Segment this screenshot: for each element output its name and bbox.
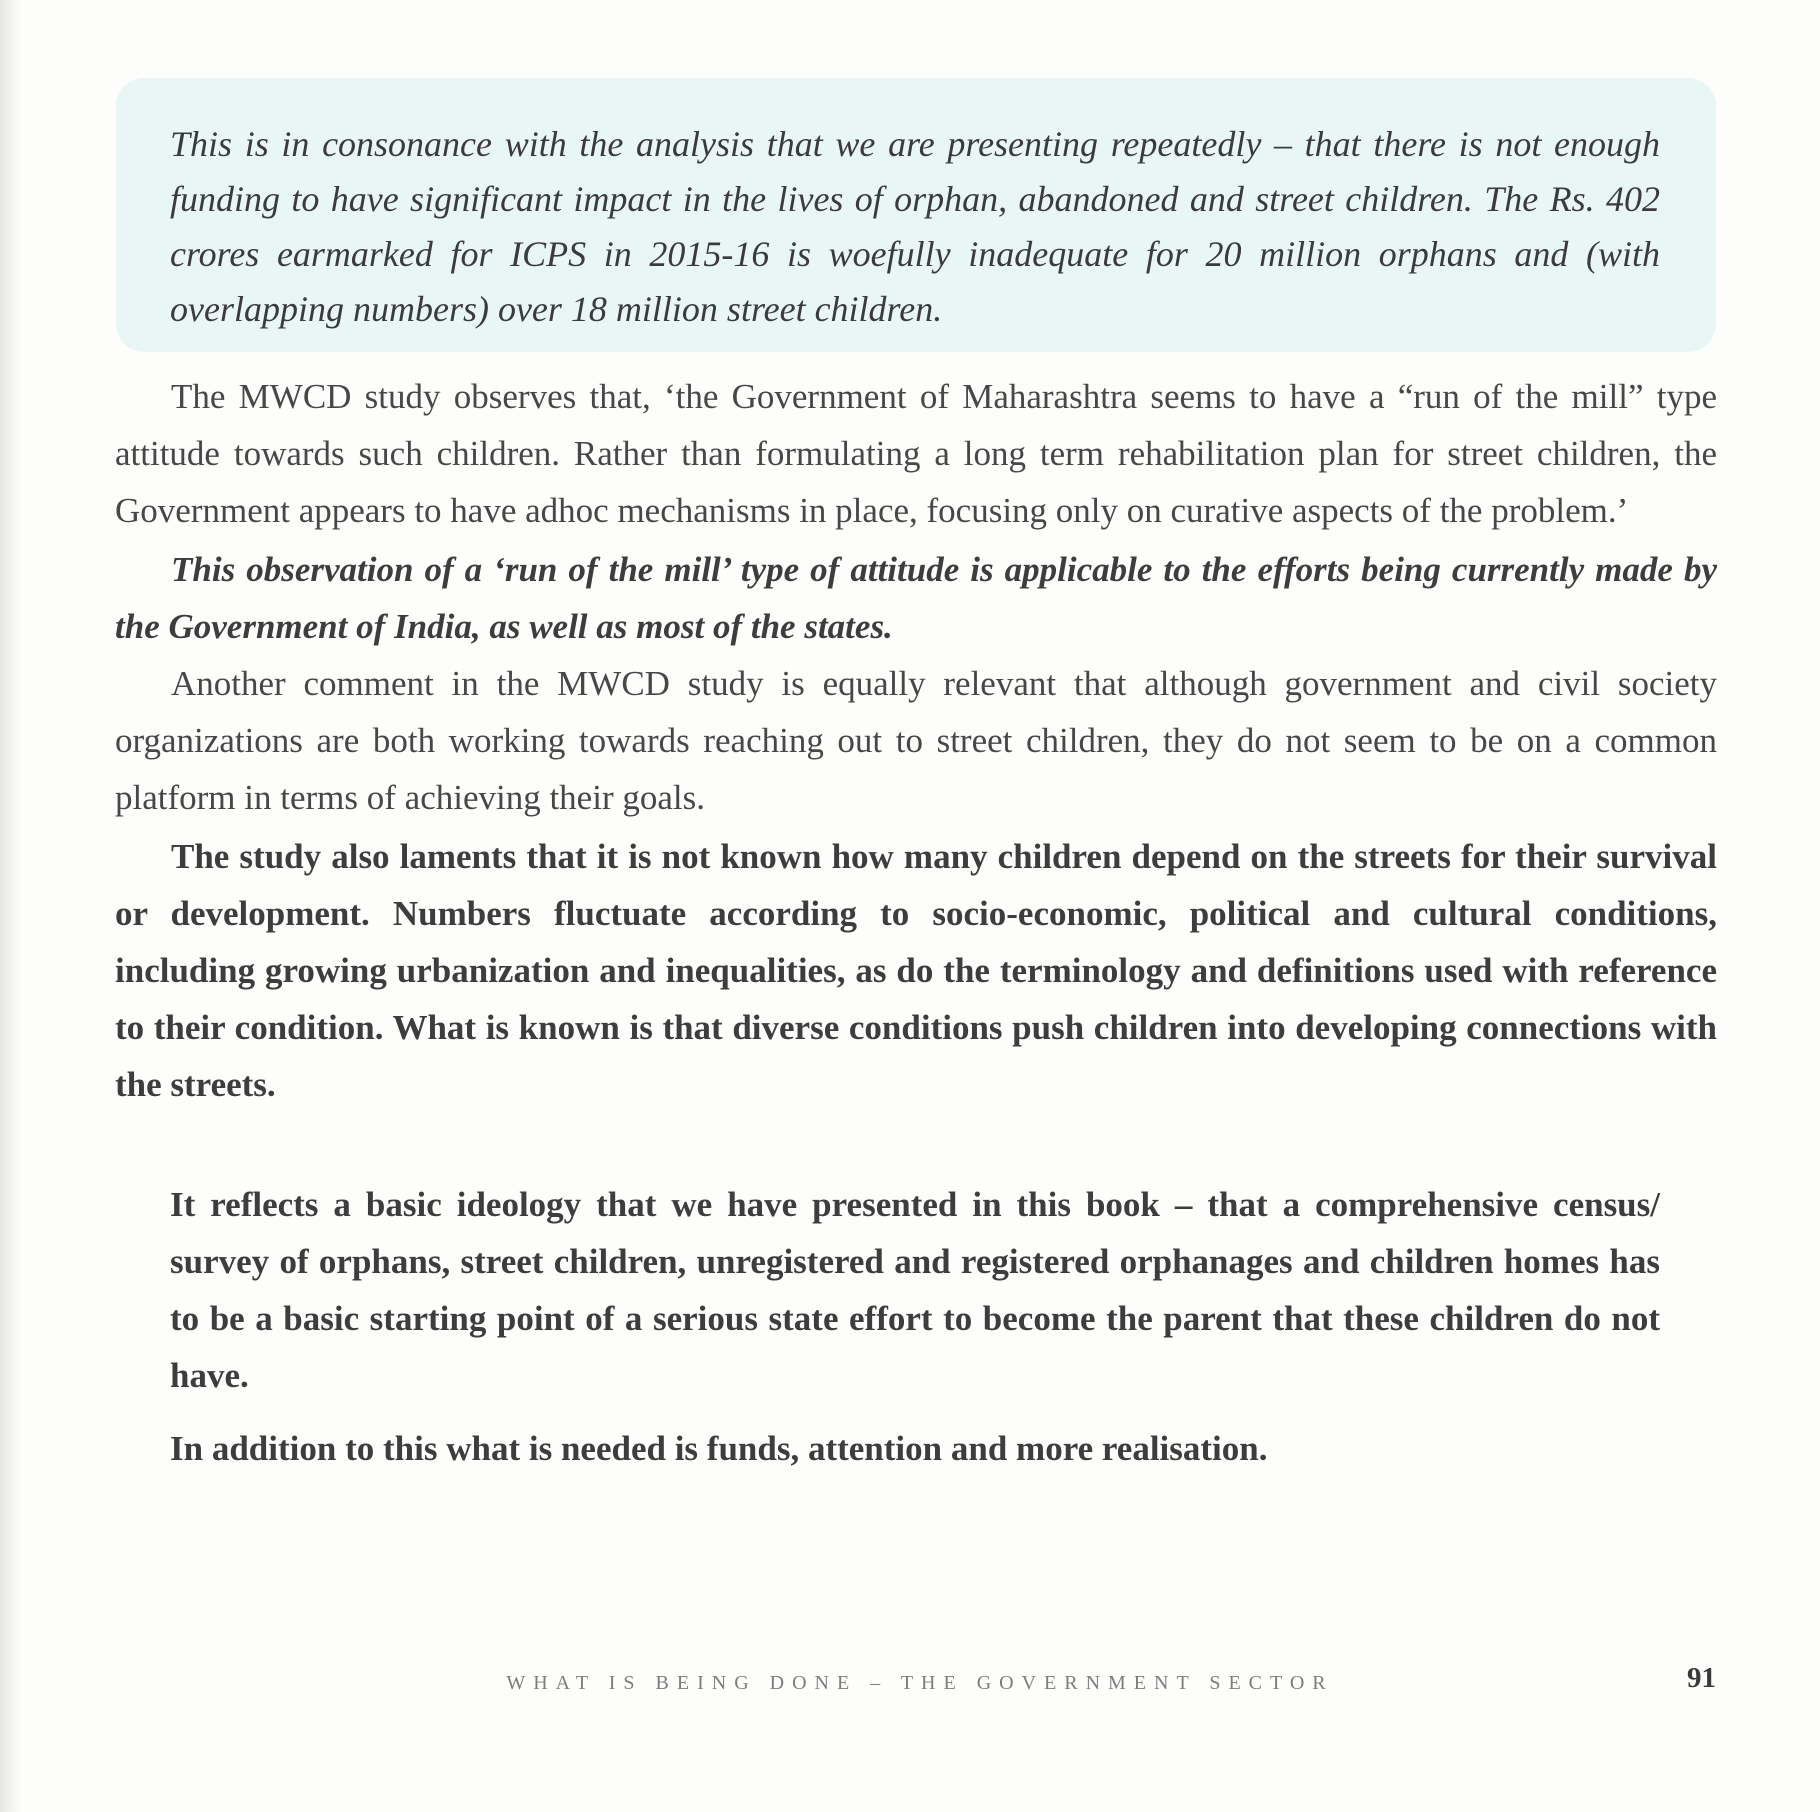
body-paragraph-common-platform: Another comment in the MWCD study is equally relevant that although government and civil society organizations are both working towards reaching out to street children, they do not seem to be on a common platform in terms of achieving their goals.: [115, 664, 1717, 817]
indented-paragraph-ideology: It reflects a basic ideology that we have presented in this book – that a comprehensive census/ survey of orphans, street children, unregistered and registered orphanages and children homes has to be a basic starting point of a serious state effort to become the parent that these children do not have.: [170, 1185, 1660, 1395]
body-text: [115, 368, 1717, 1113]
body-paragraph-emphasis: This observation of a ‘run of the mill’ type of attitude is applicable to the efforts being currently made by the Government of India, as well as most of the states.: [115, 550, 1717, 646]
body-paragraph-mwcd-observation: The MWCD study observes that, ‘the Government of Maharashtra seems to have a “run of the mill” type attitude towards such children. Rather than formulating a long term rehabilitation plan for street children, the Government appears to have adhoc mechanisms in place, focusing only on curative aspects of the problem.’: [115, 377, 1717, 530]
page-edge-shadow: [0, 0, 22, 1812]
running-footer-title: WHAT IS BEING DONE – THE GOVERNMENT SECTOR: [506, 1672, 1334, 1694]
indented-paragraph-addition: In addition to this what is needed is funds, attention and more realisation.: [170, 1429, 1268, 1468]
indented-conclusion: [170, 1176, 1660, 1477]
highlight-callout-box: [116, 78, 1716, 352]
callout-text: This is in consonance with the analysis that we are presenting repeatedly – that there is not enough funding to have significant impact in the lives of orphan, abandoned and street children. The Rs. 402 crores earmarked for ICPS in 2015-16 is woefully inadequate for 20 million orphans and (with overlapping numbers) over 18 million street children.: [170, 124, 1660, 329]
body-paragraph-study-laments: The study also laments that it is not known how many children depend on the streets for their survival or development. Numbers fluctuate according to socio-economic, political and cultural conditions, including growing urbanization and inequalities, as do the terminology and definitions used with reference to their condition. What is known is that diverse conditions push children into developing connections with the streets.: [115, 837, 1717, 1104]
page-number: 91: [1687, 1662, 1716, 1694]
